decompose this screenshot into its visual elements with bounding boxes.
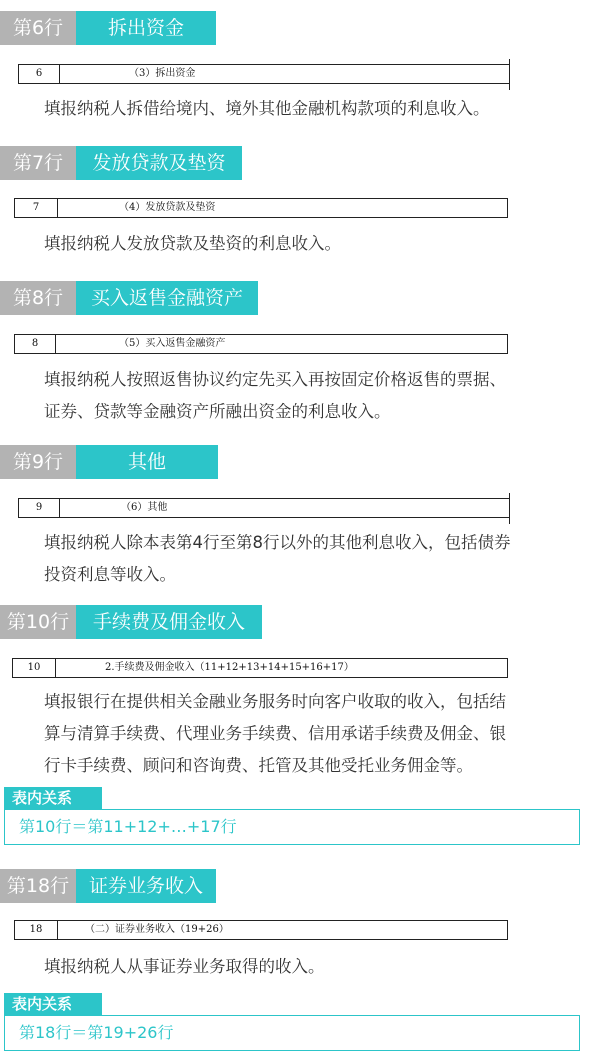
section-header-row-8 — [0, 281, 258, 315]
description-line: 填报银行在提供相关金融业务服务时向客户收取的收入，包括结 — [44, 692, 506, 711]
form-row-6 — [18, 64, 510, 84]
form-row-text: （二）证券业务收入（19+26） — [85, 924, 229, 935]
section-title: 手续费及佣金收入 — [76, 605, 262, 639]
row-label: 第9行 — [0, 445, 76, 479]
relation-formula-box: 第10行＝第11+12+…+17行 — [4, 809, 580, 845]
form-row-8 — [14, 334, 508, 354]
section-title: 买入返售金融资产 — [76, 281, 258, 315]
relation-tag: 表内关系 — [4, 787, 102, 809]
description-line: 填报纳税人发放贷款及垫资的利息收入。 — [44, 234, 341, 253]
form-row-divider — [509, 493, 510, 524]
relation-tag: 表内关系 — [4, 993, 102, 1015]
form-row-18 — [14, 920, 508, 940]
form-row-text: （6）其他 — [121, 502, 168, 513]
section-header-row-6 — [0, 11, 216, 45]
form-row-number: 18 — [15, 921, 58, 939]
section-header-row-10 — [0, 605, 262, 639]
section-title: 发放贷款及垫资 — [76, 146, 242, 180]
form-row-text: （3）拆出资金 — [129, 68, 196, 79]
row-label: 第7行 — [0, 146, 76, 180]
description-line: 行卡手续费、顾问和咨询费、托管及其他受托业务佣金等。 — [44, 756, 473, 775]
description-line: 投资利息等收入。 — [44, 565, 176, 584]
form-row-number: 8 — [15, 335, 56, 353]
form-row-number: 9 — [19, 499, 60, 517]
description-line: 填报纳税人拆借给境内、境外其他金融机构款项的利息收入。 — [44, 99, 490, 118]
form-row-7 — [14, 198, 508, 218]
section-header-row-7 — [0, 146, 242, 180]
form-row-text: 2.手续费及佣金收入（11+12+13+14+15+16+17） — [105, 662, 354, 673]
row-label: 第18行 — [0, 869, 76, 903]
row-label: 第8行 — [0, 281, 76, 315]
description-line: 证券、贷款等金融资产所融出资金的利息收入。 — [44, 402, 391, 421]
description-line: 填报纳税人除本表第4行至第8行以外的其他利息收入，包括债券 — [44, 533, 511, 552]
description-line: 算与清算手续费、代理业务手续费、信用承诺手续费及佣金、银 — [44, 724, 506, 743]
section-description — [44, 364, 564, 428]
form-row-number: 7 — [15, 199, 58, 217]
relation-formula-box: 第18行＝第19+26行 — [4, 1015, 580, 1051]
form-row-text: （4）发放贷款及垫资 — [119, 202, 216, 213]
form-row-text: （5）买入返售金融资产 — [119, 338, 226, 349]
section-title: 其他 — [76, 445, 218, 479]
section-title: 拆出资金 — [76, 11, 216, 45]
description-line: 填报纳税人从事证券业务取得的收入。 — [44, 957, 325, 976]
section-description — [44, 527, 564, 591]
row-label: 第10行 — [0, 605, 76, 639]
section-description — [44, 93, 564, 125]
section-header-row-9 — [0, 445, 218, 479]
form-row-number: 6 — [19, 65, 60, 83]
description-line: 填报纳税人按照返售协议约定先买入再按固定价格返售的票据、 — [44, 370, 506, 389]
form-row-divider — [509, 59, 510, 90]
section-description — [44, 951, 564, 983]
section-description — [44, 228, 564, 260]
section-description — [44, 686, 564, 782]
section-title: 证券业务收入 — [76, 869, 216, 903]
form-row-10 — [12, 658, 508, 678]
row-label: 第6行 — [0, 11, 76, 45]
section-header-row-18 — [0, 869, 216, 903]
form-row-number: 10 — [13, 659, 56, 677]
form-row-9 — [18, 498, 510, 518]
